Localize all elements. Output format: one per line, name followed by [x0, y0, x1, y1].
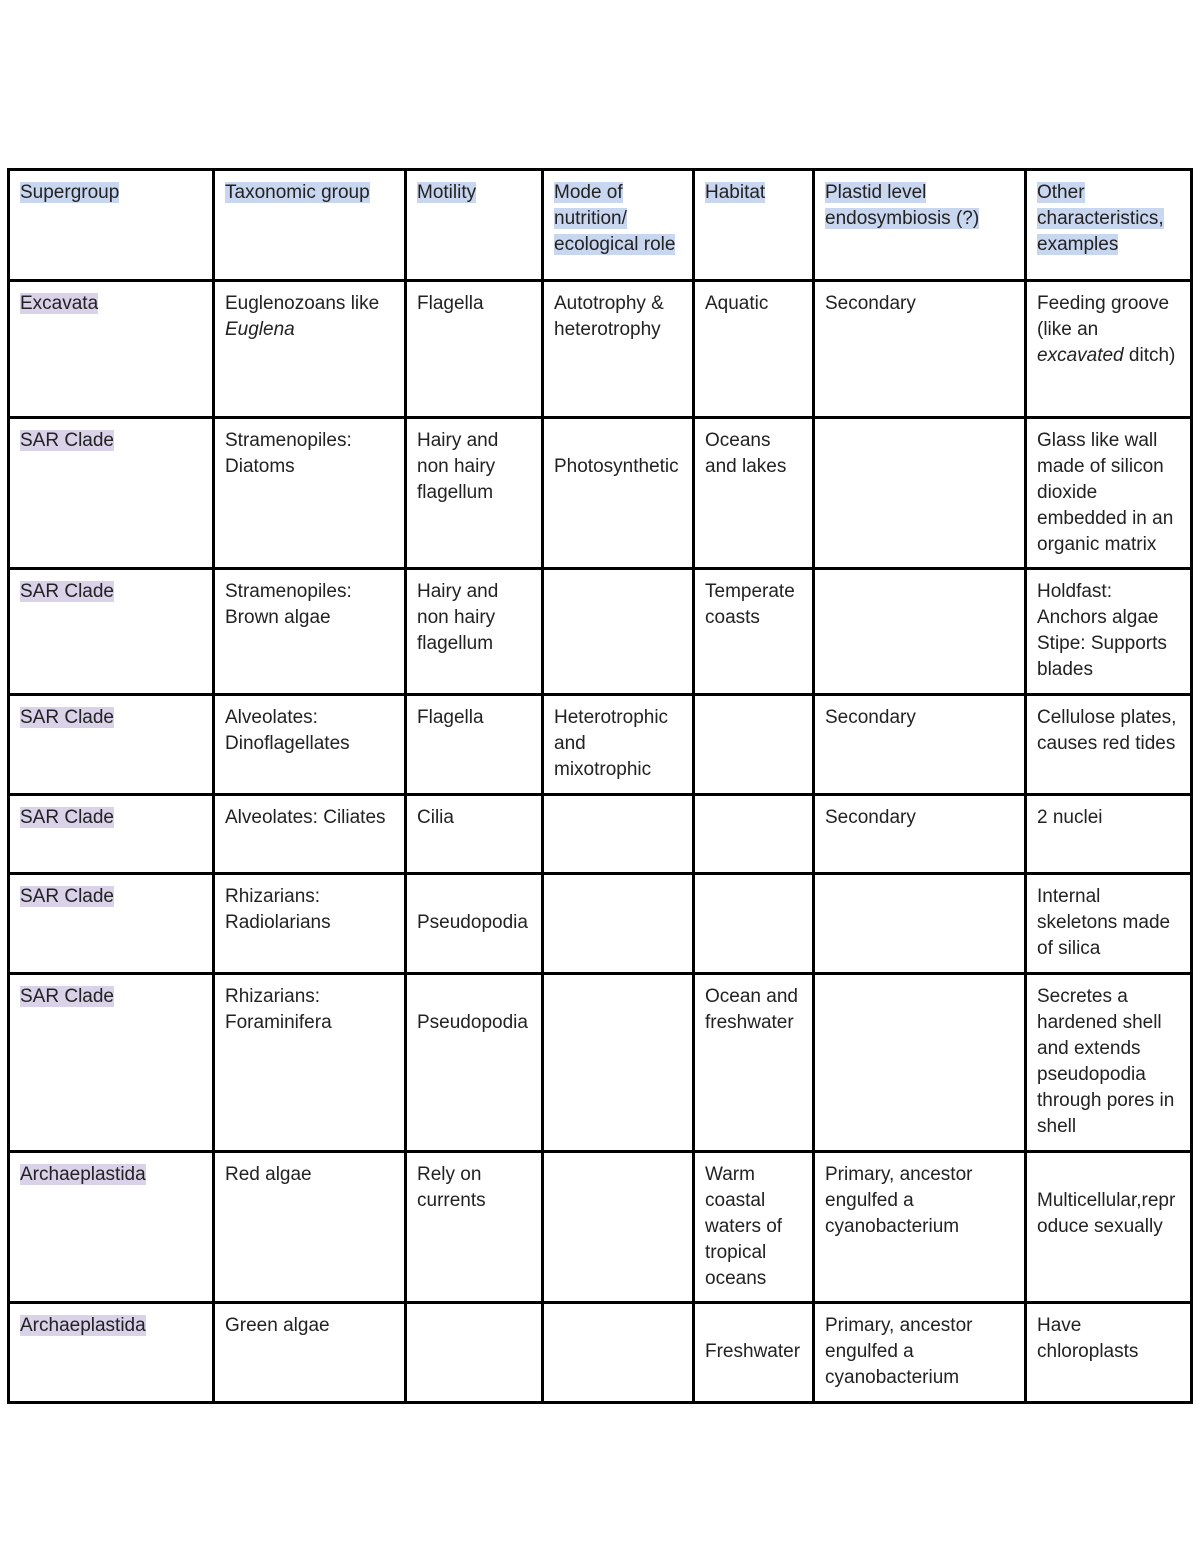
plastid-cell	[814, 418, 1026, 569]
supergroup-label: Archaeplastida	[20, 1164, 146, 1185]
header-motility: Motility	[417, 182, 477, 203]
habitat-cell	[694, 974, 814, 1152]
header-cell	[543, 170, 694, 281]
header-cell	[9, 170, 214, 281]
supergroup-label: Archaeplastida	[20, 1315, 146, 1336]
other-cell	[1026, 569, 1192, 695]
other-cell	[1026, 874, 1192, 974]
taxonomic-cell	[214, 874, 406, 974]
habitat-text: Freshwater	[705, 1341, 801, 1362]
header-cell	[814, 170, 1026, 281]
other-suffix-text: ditch)	[1128, 345, 1176, 366]
table-row	[9, 281, 1192, 418]
other-text: Glass like wall made of silicon dioxide embedded in an organic matrix	[1037, 430, 1174, 555]
header-taxonomic-group: Taxonomic group	[225, 182, 370, 203]
other-text: Feeding groove (like an	[1037, 293, 1170, 340]
taxonomic-text: Alveolates: Ciliates	[225, 807, 386, 828]
supergroup-label: SAR Clade	[20, 707, 114, 728]
nutrition-cell	[543, 569, 694, 695]
header-cell	[406, 170, 543, 281]
supergroup-cell	[9, 1152, 214, 1303]
supergroup-cell	[9, 1303, 214, 1403]
motility-cell	[406, 695, 543, 795]
nutrition-cell	[543, 418, 694, 569]
other-text: Cellulose plates, causes red tides	[1037, 707, 1177, 754]
other-cell	[1026, 695, 1192, 795]
supergroup-label: Excavata	[20, 293, 99, 314]
plastid-cell	[814, 795, 1026, 874]
supergroup-label: SAR Clade	[20, 430, 114, 451]
header-other: Other characteristics, examples	[1037, 182, 1164, 255]
other-cell	[1026, 1303, 1192, 1403]
table-row	[9, 1152, 1192, 1303]
habitat-cell	[694, 874, 814, 974]
taxonomic-italic-text: Euglena	[225, 319, 295, 340]
habitat-cell	[694, 281, 814, 418]
taxonomic-cell	[214, 281, 406, 418]
other-text: 2 nuclei	[1037, 807, 1103, 828]
supergroup-cell	[9, 281, 214, 418]
supergroup-cell	[9, 974, 214, 1152]
plastid-text: Secondary	[825, 707, 916, 728]
supergroup-label: SAR Clade	[20, 886, 114, 907]
nutrition-cell	[543, 1303, 694, 1403]
supergroup-cell	[9, 569, 214, 695]
plastid-text: Primary, ancestor engulfed a cyanobacterium	[825, 1164, 973, 1237]
motility-text: Hairy and non hairy flagellum	[417, 430, 499, 503]
plastid-cell	[814, 874, 1026, 974]
taxonomic-text: Stramenopiles: Brown algae	[225, 581, 352, 628]
other-cell	[1026, 281, 1192, 418]
protist-classification-table	[7, 168, 1193, 1404]
taxonomic-text: Rhizarians: Foraminifera	[225, 986, 332, 1033]
supergroup-cell	[9, 795, 214, 874]
other-text: Internal skeletons made of silica	[1037, 886, 1171, 959]
table-header-row	[9, 170, 1192, 281]
motility-text: Cilia	[417, 807, 454, 828]
plastid-cell	[814, 695, 1026, 795]
plastid-text: Secondary	[825, 807, 916, 828]
nutrition-text: Photosynthetic	[554, 456, 679, 477]
plastid-cell	[814, 281, 1026, 418]
nutrition-text: Heterotrophic and mixotrophic	[554, 707, 669, 780]
nutrition-text: Autotrophy & heterotrophy	[554, 293, 664, 340]
taxonomic-cell	[214, 569, 406, 695]
motility-cell	[406, 1303, 543, 1403]
header-plastid: Plastid level endosymbiosis (?)	[825, 182, 980, 229]
taxonomic-text: Stramenopiles: Diatoms	[225, 430, 352, 477]
header-cell	[694, 170, 814, 281]
other-italic-text: excavated	[1037, 345, 1124, 366]
motility-text: Pseudopodia	[417, 912, 528, 933]
motility-text: Flagella	[417, 707, 484, 728]
nutrition-cell	[543, 281, 694, 418]
plastid-text: Primary, ancestor engulfed a cyanobacterium	[825, 1315, 973, 1388]
motility-text: Pseudopodia	[417, 1012, 528, 1033]
habitat-text: Aquatic	[705, 293, 769, 314]
taxonomic-text: Red algae	[225, 1164, 312, 1185]
supergroup-label: SAR Clade	[20, 986, 114, 1007]
plastid-cell	[814, 569, 1026, 695]
habitat-text: Temperate coasts	[705, 581, 795, 628]
plastid-text: Secondary	[825, 293, 916, 314]
other-cell	[1026, 1152, 1192, 1303]
habitat-cell	[694, 569, 814, 695]
nutrition-cell	[543, 695, 694, 795]
nutrition-cell	[543, 795, 694, 874]
motility-cell	[406, 874, 543, 974]
motility-cell	[406, 1152, 543, 1303]
taxonomic-cell	[214, 1152, 406, 1303]
taxonomic-text: Alveolates: Dinoflagellates	[225, 707, 350, 754]
nutrition-cell	[543, 974, 694, 1152]
nutrition-cell	[543, 874, 694, 974]
habitat-cell	[694, 1303, 814, 1403]
supergroup-cell	[9, 695, 214, 795]
header-cell	[214, 170, 406, 281]
taxonomic-text: Green algae	[225, 1315, 330, 1336]
other-text: Holdfast: Anchors algae Stipe: Supports blades	[1037, 581, 1167, 680]
supergroup-cell	[9, 874, 214, 974]
motility-text: Rely on currents	[417, 1164, 486, 1211]
table-row	[9, 795, 1192, 874]
table-row	[9, 695, 1192, 795]
habitat-cell	[694, 418, 814, 569]
table-row	[9, 974, 1192, 1152]
table-row	[9, 1303, 1192, 1403]
other-text: Secretes a hardened shell and extends pseudopodia through pores in shell	[1037, 986, 1175, 1137]
taxonomic-cell	[214, 1303, 406, 1403]
plastid-cell	[814, 1303, 1026, 1403]
motility-cell	[406, 569, 543, 695]
nutrition-cell	[543, 1152, 694, 1303]
other-cell	[1026, 974, 1192, 1152]
motility-text: Flagella	[417, 293, 484, 314]
taxonomic-cell	[214, 695, 406, 795]
supergroup-label: SAR Clade	[20, 807, 114, 828]
habitat-text: Warm coastal waters of tropical oceans	[705, 1164, 783, 1289]
taxonomic-text: Euglenozoans like	[225, 293, 380, 314]
other-cell	[1026, 418, 1192, 569]
habitat-text: Oceans and lakes	[705, 430, 787, 477]
plastid-cell	[814, 1152, 1026, 1303]
table-row	[9, 418, 1192, 569]
supergroup-label: SAR Clade	[20, 581, 114, 602]
motility-cell	[406, 418, 543, 569]
table-row	[9, 874, 1192, 974]
other-cell	[1026, 795, 1192, 874]
other-text: Have chloroplasts	[1037, 1315, 1139, 1362]
header-supergroup: Supergroup	[20, 182, 120, 203]
habitat-text: Ocean and freshwater	[705, 986, 798, 1033]
taxonomic-cell	[214, 418, 406, 569]
taxonomic-cell	[214, 795, 406, 874]
habitat-cell	[694, 695, 814, 795]
taxonomic-cell	[214, 974, 406, 1152]
habitat-cell	[694, 795, 814, 874]
header-cell	[1026, 170, 1192, 281]
header-habitat: Habitat	[705, 182, 766, 203]
plastid-cell	[814, 974, 1026, 1152]
table-row	[9, 569, 1192, 695]
other-text: Multicellular,reproduce sexually	[1037, 1190, 1176, 1237]
taxonomic-text: Rhizarians: Radiolarians	[225, 886, 331, 933]
header-nutrition: Mode of nutrition/ ecological role	[554, 182, 676, 255]
motility-cell	[406, 281, 543, 418]
supergroup-cell	[9, 418, 214, 569]
habitat-cell	[694, 1152, 814, 1303]
motility-cell	[406, 795, 543, 874]
motility-cell	[406, 974, 543, 1152]
motility-text: Hairy and non hairy flagellum	[417, 581, 499, 654]
